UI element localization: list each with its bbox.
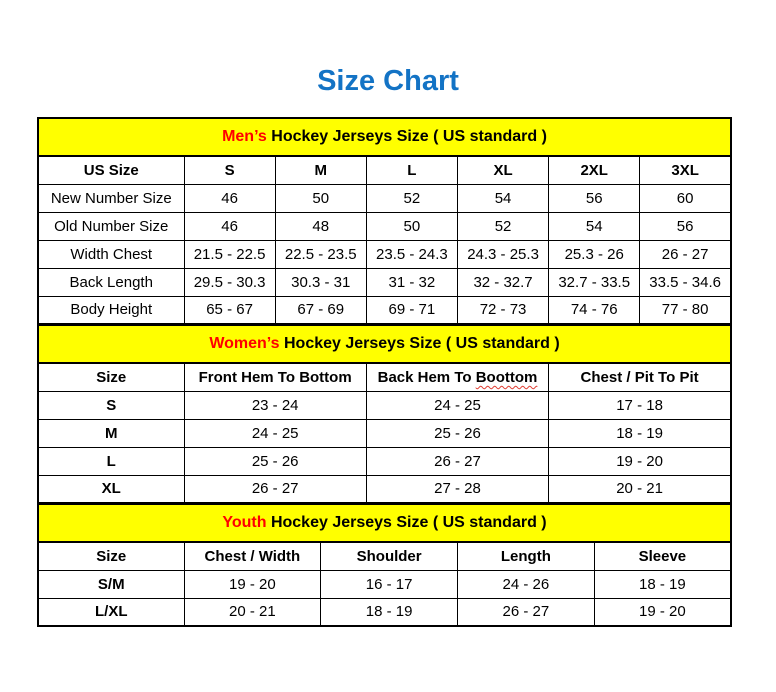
youth-banner-highlight: Youth	[222, 514, 267, 531]
womens-column-header: Chest / Pit To Pit	[549, 363, 731, 391]
womens-header-row	[38, 363, 731, 391]
womens-row	[38, 475, 731, 503]
mens-column-header: 2XL	[549, 156, 640, 184]
youth-size-table	[37, 503, 732, 627]
youth-value-cell: 26 - 27	[458, 598, 595, 626]
mens-value-cell: 32 - 32.7	[457, 268, 548, 296]
mens-row-label: Back Length	[38, 268, 184, 296]
mens-value-cell: 29.5 - 30.3	[184, 268, 275, 296]
mens-value-cell: 50	[275, 184, 366, 212]
womens-value-cell: 24 - 25	[184, 419, 366, 447]
womens-row	[38, 391, 731, 419]
size-tables	[37, 117, 732, 627]
page-title: Size Chart	[317, 65, 459, 97]
mens-column-header: US Size	[38, 156, 184, 184]
mens-value-cell: 54	[457, 184, 548, 212]
mens-value-cell: 50	[366, 212, 457, 240]
mens-value-cell: 69 - 71	[366, 296, 457, 324]
mens-column-header: 3XL	[640, 156, 731, 184]
womens-value-cell: 20 - 21	[549, 475, 731, 503]
womens-value-cell: 17 - 18	[549, 391, 731, 419]
youth-column-header: Chest / Width	[184, 542, 321, 570]
mens-column-header: M	[275, 156, 366, 184]
youth-value-cell: 24 - 26	[458, 570, 595, 598]
mens-value-cell: 52	[457, 212, 548, 240]
mens-value-cell: 46	[184, 212, 275, 240]
youth-banner-text: Hockey Jerseys Size ( US standard )	[266, 514, 547, 531]
youth-value-cell: 19 - 20	[594, 598, 731, 626]
youth-header-row	[38, 542, 731, 570]
mens-value-cell: 72 - 73	[457, 296, 548, 324]
mens-row-label: Width Chest	[38, 240, 184, 268]
youth-row	[38, 598, 731, 626]
mens-value-cell: 30.3 - 31	[275, 268, 366, 296]
womens-row-label: S	[38, 391, 184, 419]
youth-row	[38, 570, 731, 598]
womens-size-table	[37, 324, 732, 504]
mens-banner-text: Hockey Jerseys Size ( US standard )	[266, 128, 547, 145]
mens-row	[38, 240, 731, 268]
womens-value-cell: 24 - 25	[366, 391, 548, 419]
mens-banner-highlight: Men’s	[222, 128, 267, 145]
mens-value-cell: 65 - 67	[184, 296, 275, 324]
mens-banner-row	[38, 118, 731, 156]
mens-column-header: XL	[457, 156, 548, 184]
youth-column-header: Length	[458, 542, 595, 570]
womens-banner-highlight: Women’s	[209, 335, 280, 352]
mens-row-label: Old Number Size	[38, 212, 184, 240]
womens-row	[38, 419, 731, 447]
mens-value-cell: 54	[549, 212, 640, 240]
womens-column-header: Size	[38, 363, 184, 391]
mens-row	[38, 296, 731, 324]
mens-value-cell: 23.5 - 24.3	[366, 240, 457, 268]
youth-column-header: Shoulder	[321, 542, 458, 570]
womens-value-cell: 18 - 19	[549, 419, 731, 447]
mens-value-cell: 25.3 - 26	[549, 240, 640, 268]
youth-banner	[38, 504, 731, 542]
mens-value-cell: 33.5 - 34.6	[640, 268, 731, 296]
mens-value-cell: 22.5 - 23.5	[275, 240, 366, 268]
youth-value-cell: 20 - 21	[184, 598, 321, 626]
mens-value-cell: 46	[184, 184, 275, 212]
womens-value-cell: 19 - 20	[549, 447, 731, 475]
womens-column-header	[366, 363, 548, 391]
womens-column-header: Front Hem To Bottom	[184, 363, 366, 391]
mens-row	[38, 184, 731, 212]
mens-value-cell: 21.5 - 22.5	[184, 240, 275, 268]
mens-value-cell: 32.7 - 33.5	[549, 268, 640, 296]
womens-row-label: L	[38, 447, 184, 475]
mens-value-cell: 52	[366, 184, 457, 212]
mens-row	[38, 212, 731, 240]
womens-banner-text: Hockey Jerseys Size ( US standard )	[279, 335, 560, 352]
womens-value-cell: 27 - 28	[366, 475, 548, 503]
mens-value-cell: 31 - 32	[366, 268, 457, 296]
youth-banner-row	[38, 504, 731, 542]
womens-value-cell: 25 - 26	[184, 447, 366, 475]
mens-row	[38, 268, 731, 296]
mens-column-header: S	[184, 156, 275, 184]
mens-banner	[38, 118, 731, 156]
youth-column-header: Sleeve	[594, 542, 731, 570]
mens-value-cell: 60	[640, 184, 731, 212]
womens-row-label: XL	[38, 475, 184, 503]
column-header-text: Back Hem To	[377, 368, 476, 386]
womens-row	[38, 447, 731, 475]
youth-value-cell: 18 - 19	[321, 598, 458, 626]
mens-value-cell: 56	[549, 184, 640, 212]
youth-value-cell: 16 - 17	[321, 570, 458, 598]
youth-row-label: L/XL	[38, 598, 184, 626]
youth-value-cell: 18 - 19	[594, 570, 731, 598]
mens-value-cell: 56	[640, 212, 731, 240]
mens-value-cell: 77 - 80	[640, 296, 731, 324]
youth-value-cell: 19 - 20	[184, 570, 321, 598]
mens-value-cell: 24.3 - 25.3	[457, 240, 548, 268]
mens-value-cell: 26 - 27	[640, 240, 731, 268]
womens-row-label: M	[38, 419, 184, 447]
mens-value-cell: 67 - 69	[275, 296, 366, 324]
mens-row-label: Body Height	[38, 296, 184, 324]
misspelled-word: Boottom	[475, 368, 538, 386]
womens-value-cell: 26 - 27	[366, 447, 548, 475]
mens-size-table	[37, 117, 732, 325]
mens-row-label: New Number Size	[38, 184, 184, 212]
womens-value-cell: 23 - 24	[184, 391, 366, 419]
womens-banner-row	[38, 325, 731, 363]
womens-value-cell: 25 - 26	[366, 419, 548, 447]
mens-header-row	[38, 156, 731, 184]
mens-value-cell: 74 - 76	[549, 296, 640, 324]
youth-row-label: S/M	[38, 570, 184, 598]
womens-value-cell: 26 - 27	[184, 475, 366, 503]
youth-column-header: Size	[38, 542, 184, 570]
mens-column-header: L	[366, 156, 457, 184]
womens-banner	[38, 325, 731, 363]
mens-value-cell: 48	[275, 212, 366, 240]
